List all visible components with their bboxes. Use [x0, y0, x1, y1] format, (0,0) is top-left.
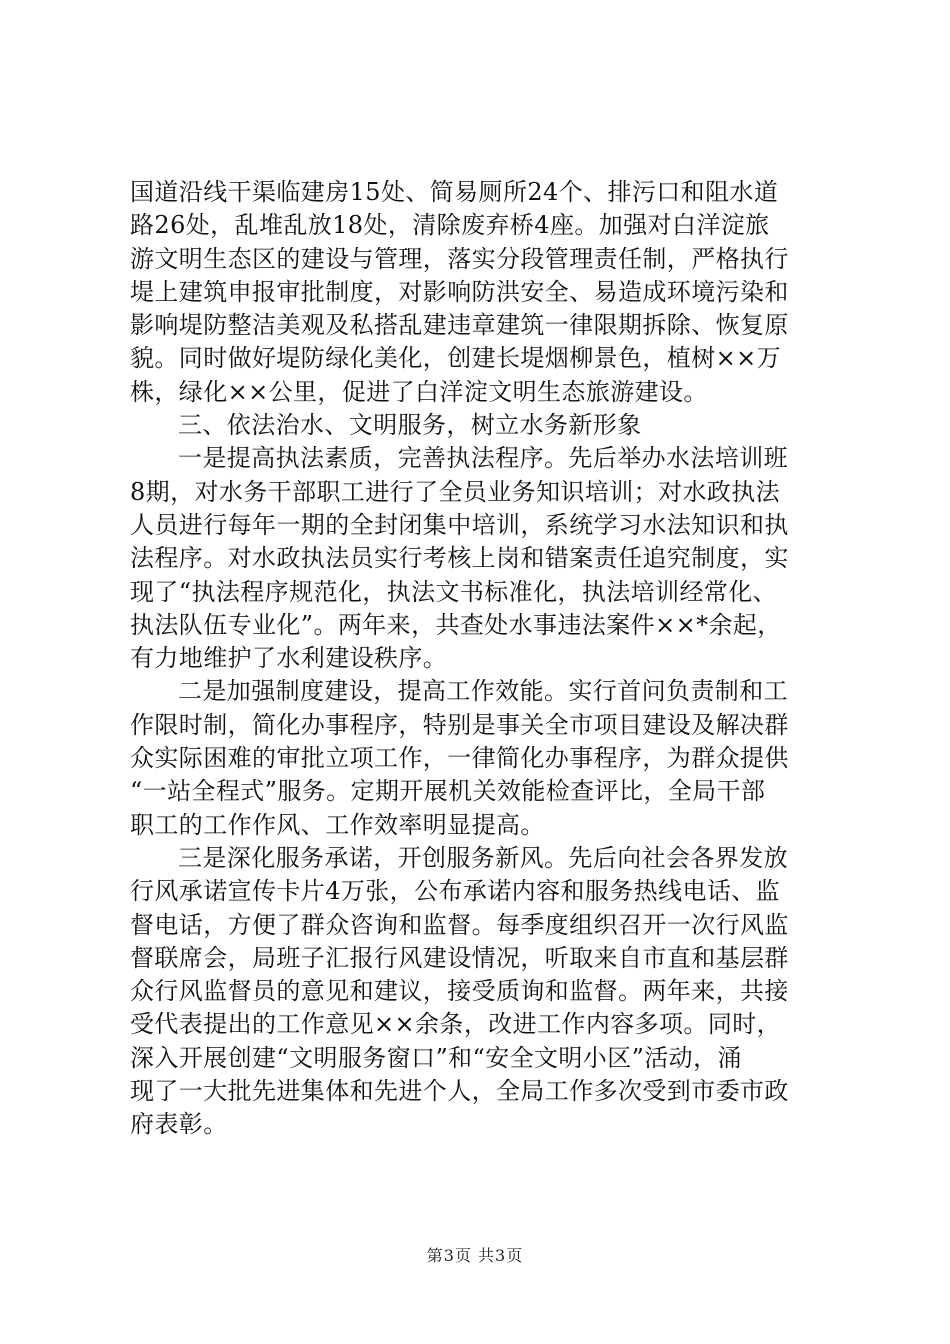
text-line: 有力地维护了水利建设秩序。: [130, 644, 448, 673]
text-line: 深入开展创建“文明服务窗口”和“安全文明小区”活动，涌: [130, 1043, 742, 1072]
text-line: 二是加强制度建设，提高工作效能。实行首问负责制和工: [178, 677, 788, 706]
text-line: 三是深化服务承诺，开创服务新风。先后向社会各界发放: [178, 843, 788, 872]
text-line: 作限时制，简化办事程序，特别是事关全市项目建设及解决群: [130, 710, 789, 739]
text-line: 游文明生态区的建设与管理，落实分段管理责任制，严格执行: [130, 244, 789, 273]
text-line: 人员进行每年一期的全封闭集中培训，系统学习水法知识和执: [130, 510, 789, 539]
text-line: 国道沿线干渠临建房15处、简易厕所24个、排污口和阻水道: [130, 178, 779, 206]
text-line: 影响堤防整洁美观及私搭乱建违章建筑一律限期拆除、恢复原: [130, 311, 789, 340]
text-line: “一站全程式”服务。定期开展机关效能检查评比，全局干部: [130, 777, 766, 806]
text-line: 职工的工作作风、工作效率明显提高。: [130, 810, 545, 839]
text-line: 一是提高执法素质，完善执法程序。先后举办水法培训班: [178, 444, 788, 473]
body-text: [130, 176, 830, 1142]
text-line: 法程序。对水政执法员实行考核上岗和错案责任追究制度，实: [130, 544, 789, 573]
text-line: 众实际困难的审批立项工作，一律简化办事程序，为群众提供: [130, 744, 789, 773]
text-line: 执法队伍专业化”。两年来，共查处水事违法案件××*余起，: [130, 610, 782, 639]
page-footer: 第3页 共3页: [426, 1246, 524, 1265]
text-line: 8期，对水务干部职工进行了全员业务知识培训；对水政执法: [130, 477, 781, 506]
text-line: 受代表提出的工作意见××余条，改进工作内容多项。同时，: [130, 1010, 782, 1039]
text-line: 督联席会，局班子汇报行风建设情况，听取来自市直和基层群: [130, 943, 789, 972]
text-line: 路26处，乱堆乱放18处，清除废弃桥4座。加强对白洋淀旅: [130, 211, 770, 240]
text-line: 现了“执法程序规范化，执法文书标准化，执法培训经常化、: [130, 577, 778, 606]
text-line: 堤上建筑申报审批制度，对影响防洪安全、易造成环境污染和: [130, 277, 789, 306]
text-line: 众行风监督员的意见和建议，接受质询和监督。两年来，共接: [130, 977, 789, 1006]
section-heading: 三、依法治水、文明服务，树立水务新形象: [178, 411, 642, 440]
text-line: 督电话，方便了群众咨询和监督。每季度组织召开一次行风监: [130, 910, 789, 939]
text-line: 株，绿化××公里，促进了白洋淀文明生态旅游建设。: [130, 377, 708, 406]
text-line: 府表彰。: [130, 1110, 228, 1139]
text-line: 行风承诺宣传卡片4万张，公布承诺内容和服务热线电话、监: [130, 877, 781, 906]
text-line: 貌。同时做好堤防绿化美化，创建长堤烟柳景色，植树××万: [130, 344, 782, 373]
text-line: 现了一大批先进集体和先进个人，全局工作多次受到市委市政: [130, 1077, 789, 1106]
